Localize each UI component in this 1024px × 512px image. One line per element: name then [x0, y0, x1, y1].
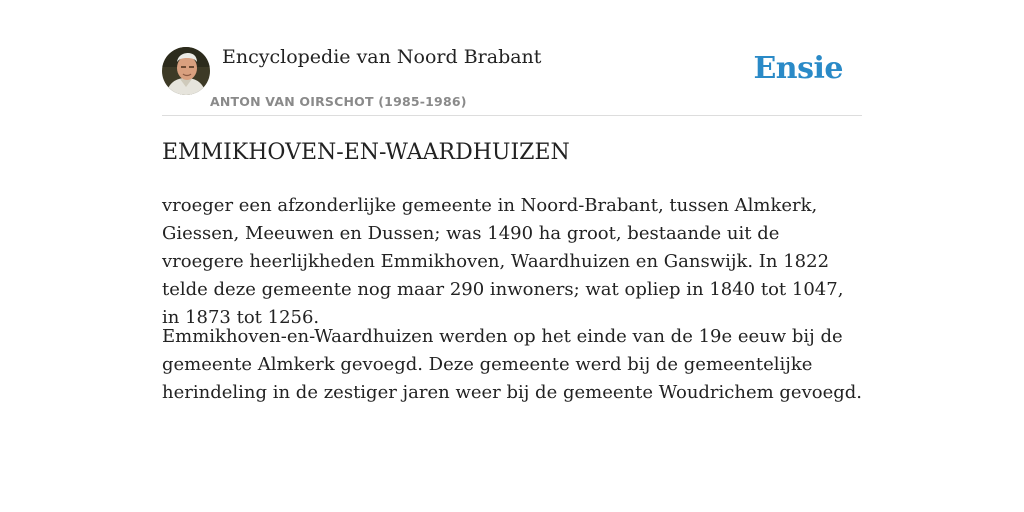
source-header — [162, 0, 862, 116]
author-name[interactable]: ANTON VAN OIRSCHOT (1985-1986) — [210, 94, 467, 109]
entry-title: EMMIKHOVEN-EN-WAARDHUIZEN — [162, 140, 570, 165]
source-title[interactable]: Encyclopedie van Noord Brabant — [222, 46, 542, 68]
author-portrait-icon — [162, 47, 210, 95]
article-page — [162, 0, 863, 403]
ensie-logo[interactable]: Ensie — [753, 51, 843, 86]
author-avatar[interactable] — [162, 47, 210, 95]
entry-paragraph-1: vroeger een afzonderlijke gemeente in Noord-Brabant, tussen Almkerk, Giessen, Meeuwen en Dussen; was 1490 ha groot, bestaande uit de vroegere heerlijkheden Emmikhoven, Waardhuizen en Ganswijk. In 1822 telde deze gemeente nog maar 290 inwoners; wat opliep in 1840 tot 1047, in 1873 tot 1256. — [162, 195, 844, 328]
entry-paragraph-2: Emmikhoven-en-Waardhuizen werden op het einde van de 19e eeuw bij de gemeente Almkerk gevoegd. Deze gemeente werd bij de gemeentelijke herindeling in de zestiger jaren weer bij de gemeente Woudrichem gevoegd. — [162, 326, 863, 403]
